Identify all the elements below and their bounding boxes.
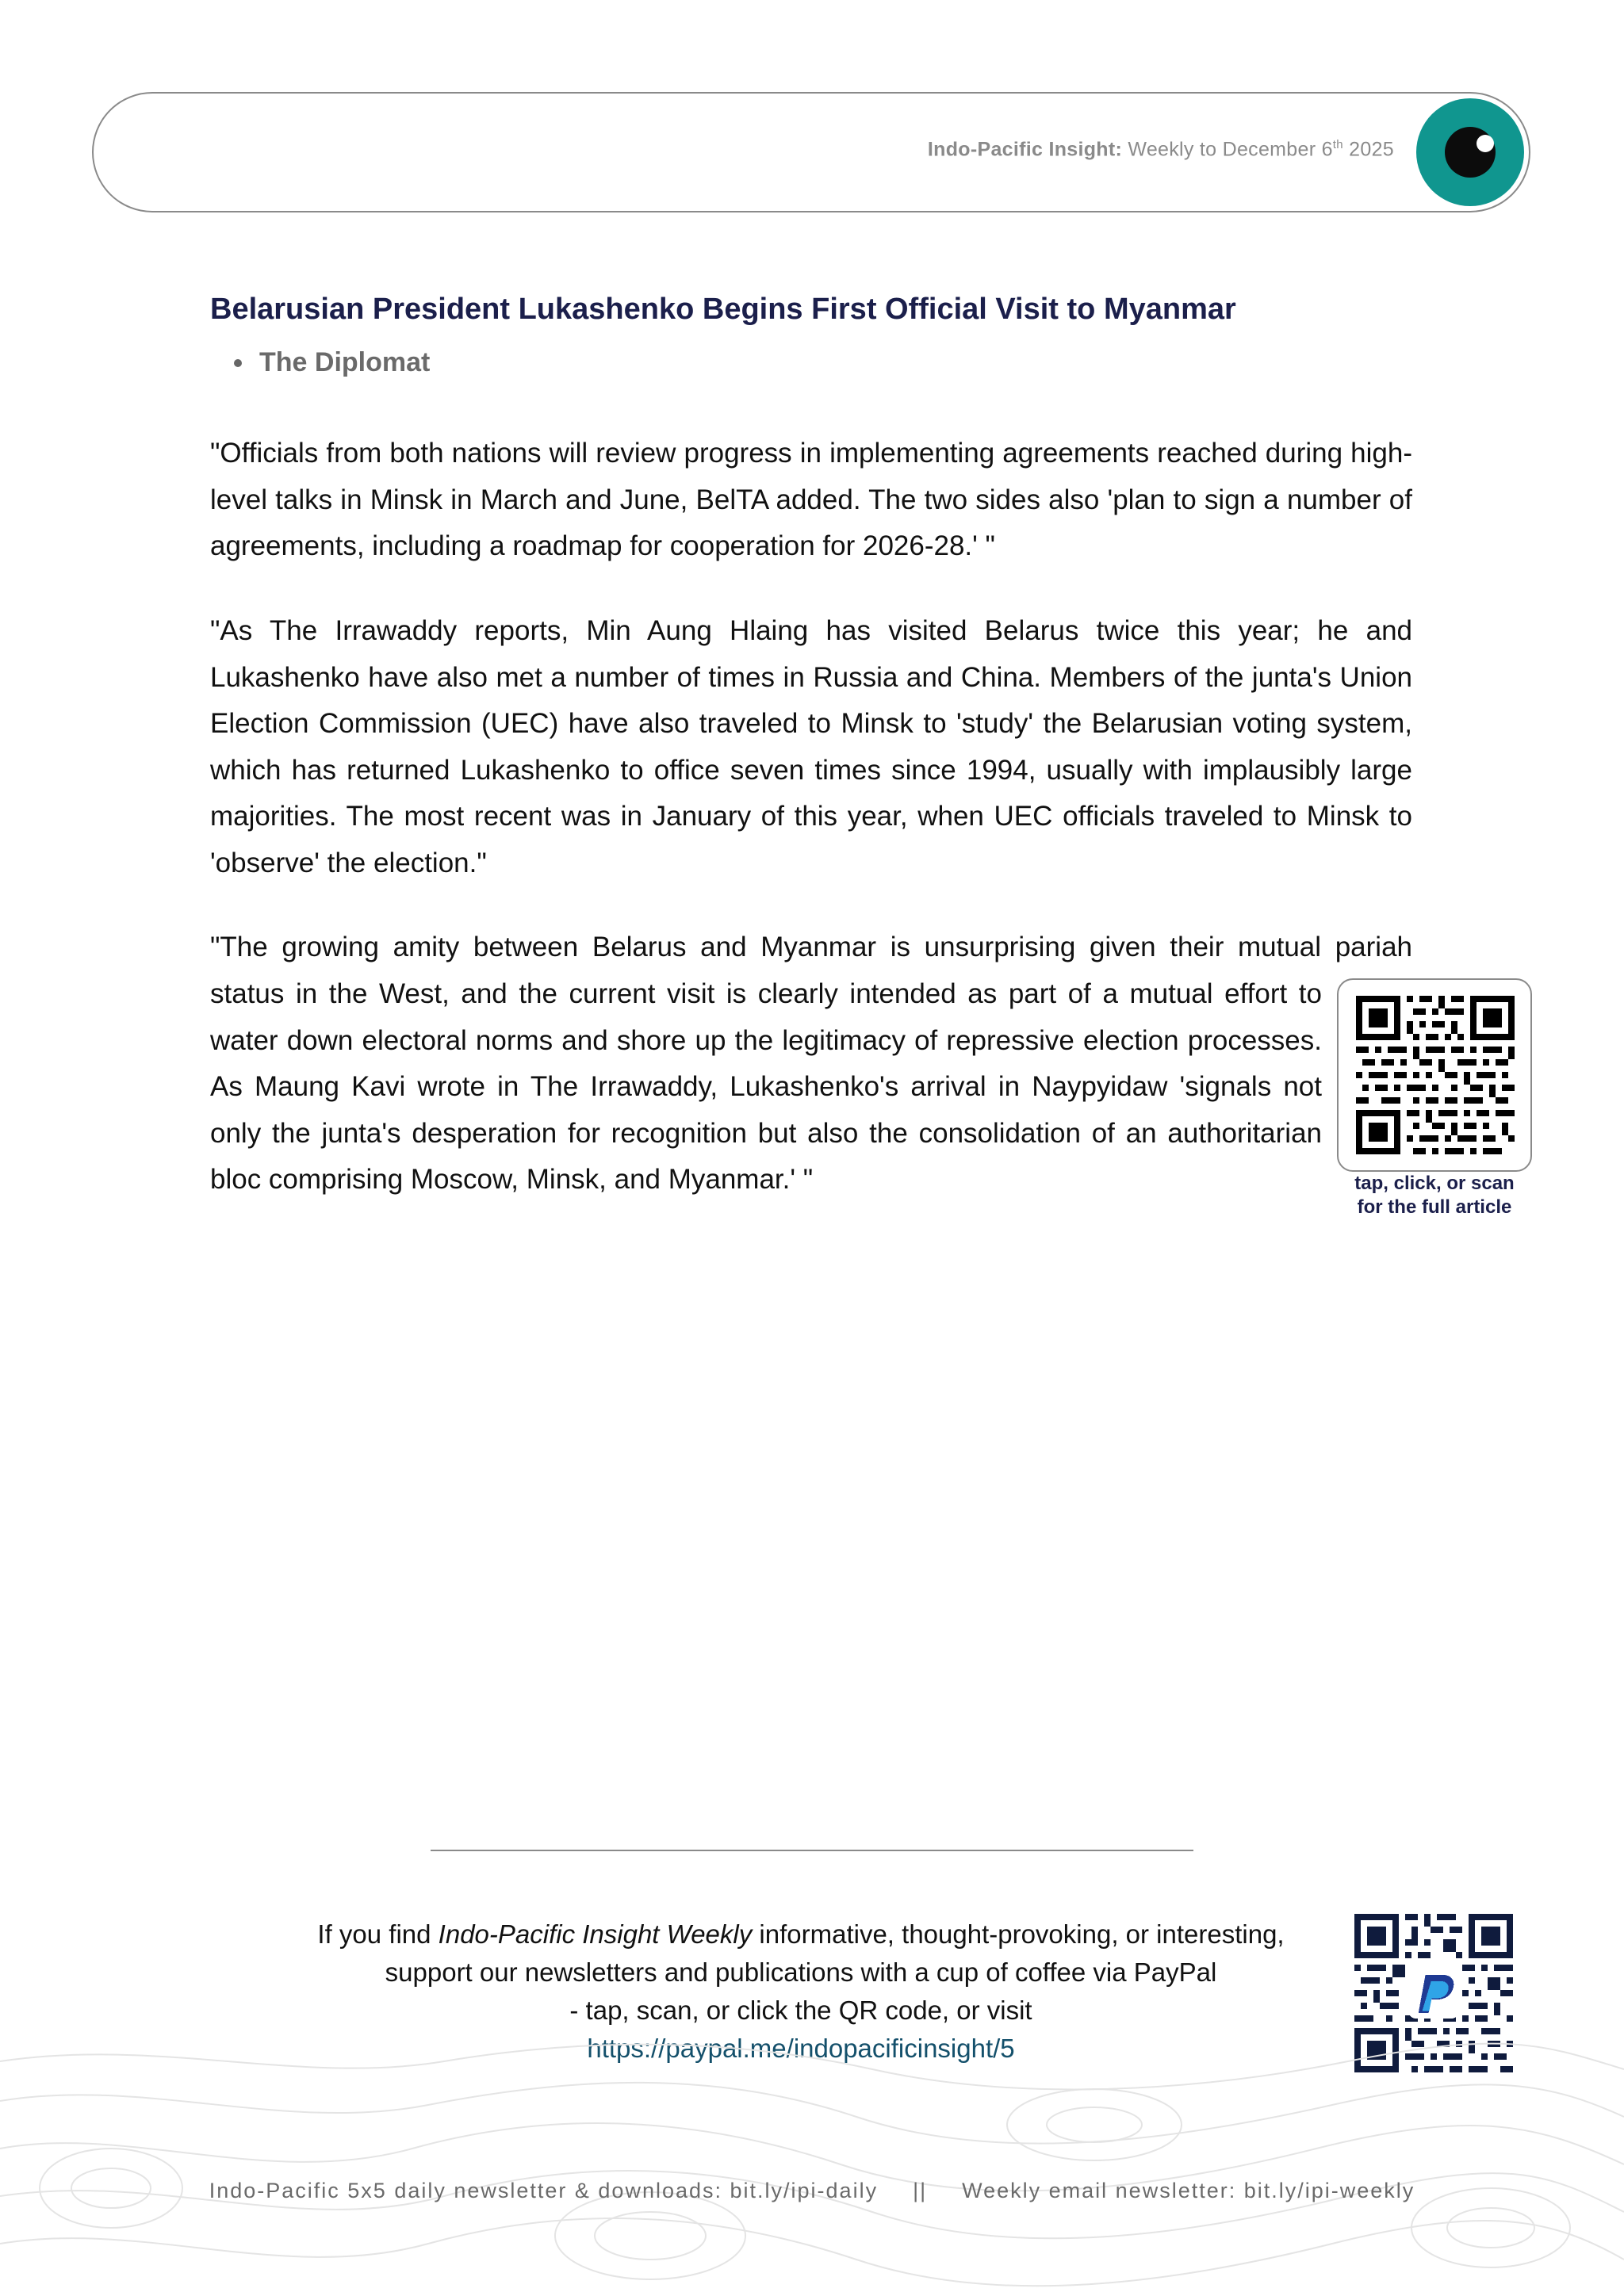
header-banner — [92, 92, 1530, 212]
support-line-1-suffix: informative, thought-provoking, or interesting, — [752, 1919, 1285, 1949]
qr-caption — [1337, 1172, 1532, 1219]
article-paragraph-3: status in the West, and the current visit is clearly intended as part of a mutual effort to water down electoral norms and shore up the legitimacy of repressive election processes. As Maung Kavi wrote in The Irrawaddy, Lukashenko's arrival in Naypyidaw 'signals not only the junta's desperation for recognition but also the consolidation of an authoritarian bloc comprising Moscow, Minsk, and Myanmar.' " — [210, 978, 1322, 1195]
edition-year: 2025 — [1349, 138, 1394, 161]
header-edition — [928, 138, 1394, 161]
article-paragraph-3-first-line: "The growing amity between Belarus and Myanmar is unsurprising given their mutual pariah — [210, 932, 1412, 962]
edition-date-suffix: th — [1332, 138, 1343, 151]
support-line-2: support our newsletters and publications with a cup of coffee via PayPal — [385, 1957, 1217, 1987]
article-qr-code[interactable] — [1337, 978, 1532, 1172]
eye-glint — [1477, 135, 1494, 152]
topographic-background — [0, 2030, 1624, 2296]
footer-separator: || — [913, 2179, 928, 2202]
source-list-item — [234, 347, 1412, 378]
brand-name: Indo-Pacific Insight: — [927, 138, 1123, 161]
section-divider — [431, 1850, 1193, 1851]
support-line-3: - tap, scan, or click the QR code, or visit — [569, 1996, 1032, 2025]
paypal-link[interactable]: https://paypal.me/indopacificinsight/5 — [587, 2034, 1015, 2063]
article-header — [210, 285, 1412, 378]
qr-code-icon — [1356, 996, 1515, 1154]
support-line-1 — [246, 1915, 1356, 1954]
article-source: The Diplomat — [259, 347, 431, 377]
qr-caption-line-1: tap, click, or scan — [1354, 1173, 1515, 1194]
newsletter-name: Indo-Pacific Insight Weekly — [438, 1919, 753, 1949]
bullet-icon — [234, 359, 242, 367]
eye-pupil — [1445, 127, 1496, 178]
article-title: Belarusian President Lukashenko Begins First Official Visit to Myanmar — [210, 293, 1236, 326]
article-paragraph-2: "As The Irrawaddy reports, Min Aung Hlaing has visited Belarus twice this year; he and Lukashenko have also met a number of times in Russia and China. Members of the junta's Union Election Commission (UEC) have also traveled to Minsk to 'study' the Belarusian voting system, which has returned Lukashenko to office seven times since 1994, usually with implausibly large majorities. The most recent was in January of this year, when UEC officials traveled to Minsk to 'observe' the election." — [210, 615, 1412, 878]
qr-caption-line-2: for the full article — [1357, 1196, 1512, 1218]
support-line-1-prefix: If you find — [317, 1919, 439, 1949]
article-paragraph-1: "Officials from both nations will review progress in implementing agreements reached during high-level talks in Minsk in March and June, BelTA added. The two sides also 'plan to sign a number of agreements, including a roadmap for cooperation for 2026-28.' " — [210, 438, 1412, 561]
footer-daily-link[interactable]: Indo-Pacific 5x5 daily newsletter & downloads: bit.ly/ipi-daily — [209, 2179, 879, 2202]
footer — [0, 2179, 1624, 2203]
eye-logo-icon — [1416, 98, 1524, 206]
footer-weekly-link[interactable]: Weekly email newsletter: bit.ly/ipi-weekly — [962, 2179, 1415, 2202]
edition-date: Weekly to December 6 — [1128, 138, 1333, 161]
